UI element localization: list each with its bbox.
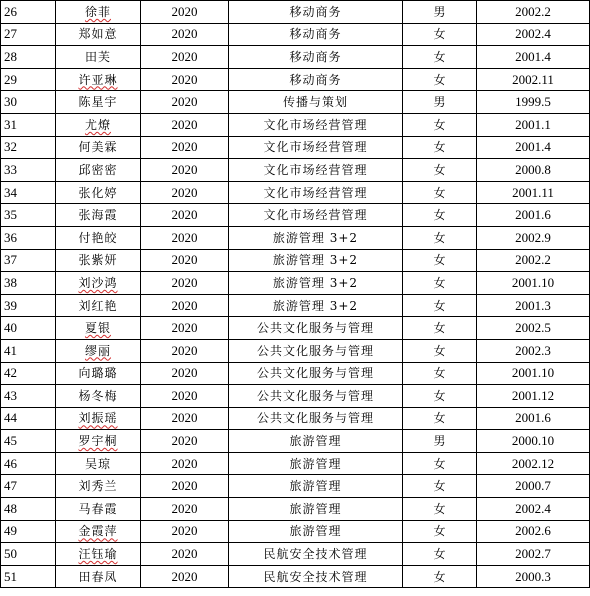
table-row <box>1 385 590 408</box>
student-name-cell <box>56 159 141 182</box>
row-number-cell: 29 <box>1 68 56 91</box>
gender-cell: 女 <box>403 452 477 475</box>
student-name-text: 向璐璐 <box>78 366 118 381</box>
enrollment-year-cell: 2020 <box>141 430 229 453</box>
enrollment-year-cell: 2020 <box>141 181 229 204</box>
table-row <box>1 1 590 24</box>
gender-cell: 女 <box>403 68 477 91</box>
major-cell: 传播与策划 <box>229 91 403 114</box>
birth-date-cell: 2002.7 <box>477 543 590 566</box>
student-name-cell <box>56 452 141 475</box>
student-name-text: 金霞萍 <box>78 524 118 539</box>
enrollment-year-cell: 2020 <box>141 339 229 362</box>
row-number-cell: 51 <box>1 565 56 588</box>
major-cell: 旅游管理 3+2 <box>229 249 403 272</box>
major-cell: 文化市场经营管理 <box>229 113 403 136</box>
gender-cell: 女 <box>403 362 477 385</box>
table-row <box>1 204 590 227</box>
major-cell: 移动商务 <box>229 1 403 24</box>
table-row <box>1 136 590 159</box>
student-name-cell <box>56 272 141 295</box>
student-name-text: 张化婷 <box>78 185 118 200</box>
student-name-cell <box>56 407 141 430</box>
row-number-cell: 32 <box>1 136 56 159</box>
enrollment-year-cell: 2020 <box>141 113 229 136</box>
enrollment-year-cell: 2020 <box>141 249 229 272</box>
student-name-text: 缪丽 <box>84 343 111 358</box>
table-row <box>1 23 590 46</box>
birth-date-cell: 2001.6 <box>477 204 590 227</box>
gender-cell: 女 <box>403 475 477 498</box>
student-name-text: 马春霞 <box>78 501 118 516</box>
student-name-text: 何美霖 <box>78 140 118 155</box>
birth-date-cell: 1999.5 <box>477 91 590 114</box>
major-cell: 旅游管理 <box>229 498 403 521</box>
major-cell: 文化市场经营管理 <box>229 181 403 204</box>
enrollment-year-cell: 2020 <box>141 272 229 295</box>
enrollment-year-cell: 2020 <box>141 136 229 159</box>
table-row <box>1 430 590 453</box>
birth-date-cell: 2001.3 <box>477 294 590 317</box>
row-number-cell: 36 <box>1 226 56 249</box>
row-number-cell: 30 <box>1 91 56 114</box>
birth-date-cell: 2002.6 <box>477 520 590 543</box>
table-row <box>1 543 590 566</box>
row-number-cell: 42 <box>1 362 56 385</box>
major-cell: 民航安全技术管理 <box>229 565 403 588</box>
table-row <box>1 452 590 475</box>
table-row <box>1 407 590 430</box>
major-cell: 旅游管理 3+2 <box>229 294 403 317</box>
table-row <box>1 498 590 521</box>
major-cell: 旅游管理 <box>229 430 403 453</box>
table-body <box>1 1 590 588</box>
student-name-text: 杨冬梅 <box>78 388 118 403</box>
student-name-text: 刘振瑶 <box>78 411 118 426</box>
major-cell: 文化市场经营管理 <box>229 159 403 182</box>
row-number-cell: 49 <box>1 520 56 543</box>
enrollment-year-cell: 2020 <box>141 452 229 475</box>
birth-date-cell: 2001.10 <box>477 272 590 295</box>
row-number-cell: 28 <box>1 46 56 69</box>
row-number-cell: 31 <box>1 113 56 136</box>
student-name-cell <box>56 362 141 385</box>
table-row <box>1 68 590 91</box>
gender-cell: 女 <box>403 385 477 408</box>
gender-cell: 女 <box>403 407 477 430</box>
row-number-cell: 26 <box>1 1 56 24</box>
gender-cell: 女 <box>403 113 477 136</box>
birth-date-cell: 2001.12 <box>477 385 590 408</box>
student-name-cell <box>56 475 141 498</box>
gender-cell: 女 <box>403 23 477 46</box>
gender-cell: 女 <box>403 136 477 159</box>
row-number-cell: 43 <box>1 385 56 408</box>
student-name-cell <box>56 204 141 227</box>
gender-cell: 女 <box>403 520 477 543</box>
enrollment-year-cell: 2020 <box>141 23 229 46</box>
student-name-cell <box>56 317 141 340</box>
gender-cell: 女 <box>403 272 477 295</box>
birth-date-cell: 2000.8 <box>477 159 590 182</box>
row-number-cell: 47 <box>1 475 56 498</box>
enrollment-year-cell: 2020 <box>141 498 229 521</box>
table-row <box>1 317 590 340</box>
student-name-cell <box>56 136 141 159</box>
table-row <box>1 339 590 362</box>
enrollment-year-cell: 2020 <box>141 68 229 91</box>
birth-date-cell: 2002.9 <box>477 226 590 249</box>
enrollment-year-cell: 2020 <box>141 565 229 588</box>
major-cell: 公共文化服务与管理 <box>229 362 403 385</box>
gender-cell: 女 <box>403 498 477 521</box>
major-cell: 移动商务 <box>229 46 403 69</box>
row-number-cell: 34 <box>1 181 56 204</box>
major-cell: 移动商务 <box>229 68 403 91</box>
student-name-text: 付艳皎 <box>78 230 118 245</box>
enrollment-year-cell: 2020 <box>141 543 229 566</box>
enrollment-year-cell: 2020 <box>141 385 229 408</box>
row-number-cell: 44 <box>1 407 56 430</box>
row-number-cell: 48 <box>1 498 56 521</box>
student-name-cell <box>56 385 141 408</box>
major-cell: 文化市场经营管理 <box>229 136 403 159</box>
gender-cell: 男 <box>403 430 477 453</box>
birth-date-cell: 2002.2 <box>477 249 590 272</box>
student-name-text: 邱密密 <box>78 162 118 177</box>
student-name-cell <box>56 520 141 543</box>
gender-cell: 女 <box>403 294 477 317</box>
student-name-text: 尤燎 <box>84 117 111 132</box>
student-name-cell <box>56 46 141 69</box>
table-row <box>1 249 590 272</box>
major-cell: 公共文化服务与管理 <box>229 407 403 430</box>
row-number-cell: 40 <box>1 317 56 340</box>
enrollment-year-cell: 2020 <box>141 46 229 69</box>
birth-date-cell: 2002.4 <box>477 23 590 46</box>
gender-cell: 男 <box>403 1 477 24</box>
birth-date-cell: 2001.10 <box>477 362 590 385</box>
major-cell: 旅游管理 <box>229 452 403 475</box>
student-name-cell <box>56 294 141 317</box>
row-number-cell: 35 <box>1 204 56 227</box>
major-cell: 公共文化服务与管理 <box>229 317 403 340</box>
birth-date-cell: 2000.3 <box>477 565 590 588</box>
birth-date-cell: 2000.7 <box>477 475 590 498</box>
gender-cell: 女 <box>403 181 477 204</box>
student-name-cell <box>56 565 141 588</box>
student-name-cell <box>56 181 141 204</box>
birth-date-cell: 2002.12 <box>477 452 590 475</box>
student-name-cell <box>56 1 141 24</box>
gender-cell: 女 <box>403 249 477 272</box>
student-name-text: 张海霞 <box>78 208 118 223</box>
enrollment-year-cell: 2020 <box>141 520 229 543</box>
student-name-text: 刘秀兰 <box>78 479 118 494</box>
birth-date-cell: 2001.6 <box>477 407 590 430</box>
table-row <box>1 294 590 317</box>
major-cell: 民航安全技术管理 <box>229 543 403 566</box>
student-name-text: 夏银 <box>84 321 111 336</box>
table-row <box>1 46 590 69</box>
major-cell: 文化市场经营管理 <box>229 204 403 227</box>
student-name-text: 刘沙鸿 <box>78 275 118 290</box>
enrollment-year-cell: 2020 <box>141 317 229 340</box>
table-row <box>1 226 590 249</box>
major-cell: 公共文化服务与管理 <box>229 385 403 408</box>
row-number-cell: 39 <box>1 294 56 317</box>
student-name-cell <box>56 226 141 249</box>
table-row <box>1 181 590 204</box>
gender-cell: 女 <box>403 226 477 249</box>
major-cell: 旅游管理 <box>229 475 403 498</box>
student-name-cell <box>56 543 141 566</box>
gender-cell: 男 <box>403 91 477 114</box>
gender-cell: 女 <box>403 46 477 69</box>
enrollment-year-cell: 2020 <box>141 204 229 227</box>
table-row <box>1 475 590 498</box>
student-name-text: 汪钰瑜 <box>78 547 118 562</box>
student-name-text: 徐菲 <box>84 4 111 19</box>
enrollment-year-cell: 2020 <box>141 1 229 24</box>
student-name-cell <box>56 249 141 272</box>
gender-cell: 女 <box>403 565 477 588</box>
student-name-cell <box>56 113 141 136</box>
enrollment-year-cell: 2020 <box>141 91 229 114</box>
birth-date-cell: 2001.1 <box>477 113 590 136</box>
birth-date-cell: 2002.5 <box>477 317 590 340</box>
row-number-cell: 27 <box>1 23 56 46</box>
student-name-text: 吴琼 <box>84 456 111 471</box>
birth-date-cell: 2000.10 <box>477 430 590 453</box>
student-name-text: 许亚琳 <box>78 72 118 87</box>
student-name-text: 张紫妍 <box>78 253 118 268</box>
row-number-cell: 41 <box>1 339 56 362</box>
gender-cell: 女 <box>403 339 477 362</box>
student-name-cell <box>56 498 141 521</box>
student-name-cell <box>56 23 141 46</box>
row-number-cell: 45 <box>1 430 56 453</box>
table-row <box>1 362 590 385</box>
table-row <box>1 91 590 114</box>
row-number-cell: 33 <box>1 159 56 182</box>
birth-date-cell: 2001.11 <box>477 181 590 204</box>
student-name-cell <box>56 68 141 91</box>
table-row <box>1 565 590 588</box>
student-name-text: 郑如意 <box>78 27 118 42</box>
major-cell: 移动商务 <box>229 23 403 46</box>
major-cell: 旅游管理 3+2 <box>229 226 403 249</box>
enrollment-year-cell: 2020 <box>141 475 229 498</box>
row-number-cell: 37 <box>1 249 56 272</box>
student-name-cell <box>56 91 141 114</box>
table-row <box>1 159 590 182</box>
table-row <box>1 520 590 543</box>
birth-date-cell: 2002.4 <box>477 498 590 521</box>
enrollment-year-cell: 2020 <box>141 159 229 182</box>
student-name-cell <box>56 430 141 453</box>
birth-date-cell: 2001.4 <box>477 136 590 159</box>
student-name-text: 田春凤 <box>78 569 118 584</box>
student-name-text: 刘红艳 <box>78 298 118 313</box>
row-number-cell: 50 <box>1 543 56 566</box>
table-row <box>1 272 590 295</box>
birth-date-cell: 2002.3 <box>477 339 590 362</box>
enrollment-year-cell: 2020 <box>141 294 229 317</box>
row-number-cell: 46 <box>1 452 56 475</box>
student-name-cell <box>56 339 141 362</box>
major-cell: 旅游管理 <box>229 520 403 543</box>
gender-cell: 女 <box>403 543 477 566</box>
birth-date-cell: 2001.4 <box>477 46 590 69</box>
row-number-cell: 38 <box>1 272 56 295</box>
major-cell: 公共文化服务与管理 <box>229 339 403 362</box>
gender-cell: 女 <box>403 159 477 182</box>
gender-cell: 女 <box>403 317 477 340</box>
enrollment-year-cell: 2020 <box>141 362 229 385</box>
birth-date-cell: 2002.2 <box>477 1 590 24</box>
student-name-text: 罗宇桐 <box>78 434 118 449</box>
gender-cell: 女 <box>403 204 477 227</box>
table-row <box>1 113 590 136</box>
enrollment-year-cell: 2020 <box>141 226 229 249</box>
enrollment-year-cell: 2020 <box>141 407 229 430</box>
student-name-text: 陈星宇 <box>78 95 118 110</box>
birth-date-cell: 2002.11 <box>477 68 590 91</box>
major-cell: 旅游管理 3+2 <box>229 272 403 295</box>
student-name-text: 田芙 <box>84 49 111 64</box>
